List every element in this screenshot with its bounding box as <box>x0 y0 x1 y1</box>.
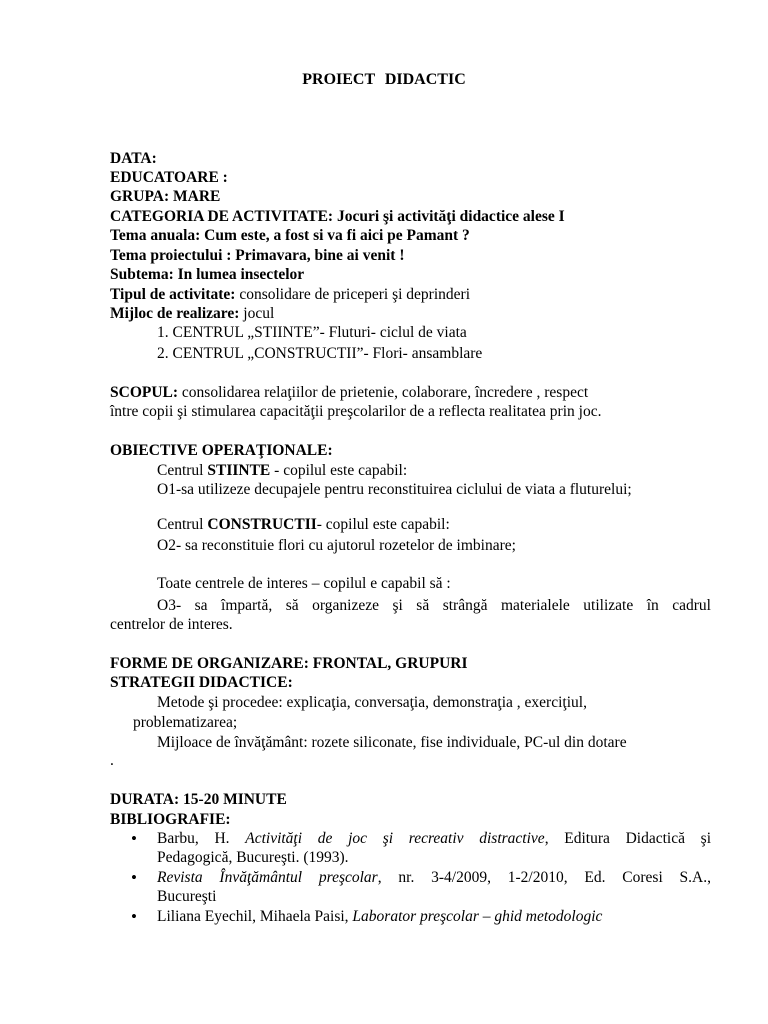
forme-organizare-line: FORME DE ORGANIZARE: FRONTAL, GRUPURI <box>110 655 468 672</box>
centru-stiinte-prefix: Centrul <box>157 462 208 479</box>
scop-text-1: consolidarea relaţiilor de prietenie, colaborare, încredere , respect <box>178 384 589 401</box>
centru-constructii-name: CONSTRUCTII <box>207 516 317 533</box>
bullet-icon: • <box>131 868 137 887</box>
subtema-line: Subtema: In lumea insectelor <box>110 266 305 283</box>
educatoare-label: EDUCATOARE : <box>110 169 228 186</box>
grupa-line: GRUPA: MARE <box>110 188 221 205</box>
bibliografie-heading: BIBLIOGRAFIE: <box>110 811 231 828</box>
mijloc-label: Mijloc de realizare: <box>110 305 240 322</box>
tipul-line <box>110 285 470 304</box>
mijloc-line <box>110 304 274 323</box>
strategii-heading: STRATEGII DIDACTICE: <box>110 674 293 691</box>
toate-centrele-line: Toate centrele de interes – copilul e capabil să : <box>157 575 451 592</box>
centru-item-2: 2. CENTRUL „CONSTRUCTII”- Flori- ansamblare <box>157 345 483 362</box>
bullet-icon: • <box>131 907 137 926</box>
stray-dot: . <box>110 752 114 769</box>
bib-item-1-line-2: Pedagogică, Bucureşti. (1993). <box>157 849 349 866</box>
bib-item-2-line-1 <box>157 868 711 887</box>
bib-item-2-title: Revista Învăţământul preşcolar <box>157 869 378 886</box>
mijloace-line: Mijloace de învăţământ: rozete siliconate, fise individuale, PC-ul din dotare <box>157 734 627 751</box>
centru-stiinte-line <box>157 461 407 480</box>
bib-item-1-title: Activităţi de joc şi recreativ distractive <box>245 830 545 847</box>
bib-item-1-publisher: , Editura Didactică şi <box>544 830 712 847</box>
obiective-heading: OBIECTIVE OPERAŢIONALE: <box>110 442 333 459</box>
mijloc-value: jocul <box>239 305 275 322</box>
scop-line-2: între copii şi stimularea capacităţii preşcolarilor de a reflecta realitatea prin joc. <box>110 403 602 420</box>
centru-constructii-suffix: - copilul este capabil: <box>316 516 450 533</box>
objective-o1: O1-sa utilizeze decupajele pentru reconstituirea ciclului de viata a fluturelui; <box>157 481 632 498</box>
bib-item-3-line-1 <box>157 907 602 926</box>
bib-item-3-authors: Liliana Eyechil, Mihaela Paisi, <box>157 908 353 925</box>
document-title: PROIECT DIDACTIC <box>302 71 466 88</box>
metode-line-1: Metode şi procedee: explicaţia, conversaţia, demonstraţia , exerciţiul, <box>157 694 587 711</box>
bib-item-1-author: Barbu, H. <box>157 830 246 847</box>
tema-anuala-line: Tema anuala: Cum este, a fost si va fi aici pe Pamant ? <box>110 227 470 244</box>
categoria-label: CATEGORIA DE ACTIVITATE: <box>110 208 334 225</box>
centru-constructii-prefix: Centrul <box>157 516 208 533</box>
categoria-value: Jocuri şi activităţi didactice alese I <box>333 208 565 225</box>
bib-item-2-line-2: Bucureşti <box>157 888 217 905</box>
centru-stiinte-name: STIINTE <box>207 462 271 479</box>
bib-item-3-title: Laborator preşcolar – ghid metodologic <box>352 908 603 925</box>
bullet-icon: • <box>131 829 137 848</box>
data-label: DATA: <box>110 150 157 167</box>
objective-o3-line-2: centrelor de interes. <box>110 616 233 633</box>
centru-constructii-line <box>157 515 450 534</box>
tipul-label: Tipul de activitate: <box>110 286 236 303</box>
scop-label: SCOPUL: <box>110 384 179 401</box>
metode-line-2: problematizarea; <box>133 714 238 731</box>
scop-line-1 <box>110 383 588 402</box>
categoria-line <box>110 207 565 226</box>
objective-o2: O2- sa reconstituie flori cu ajutorul rozetelor de imbinare; <box>157 537 516 554</box>
durata-line: DURATA: 15-20 MINUTE <box>110 791 287 808</box>
objective-o3-line-1: O3- sa împartă, să organizeze şi să strângă materialele utilizate în cadrul <box>157 597 711 614</box>
tipul-value: consolidare de priceperi şi deprinderi <box>235 286 470 303</box>
bib-item-2-details: , nr. 3-4/2009, 1-2/2010, Ed. Coresi S.A., <box>377 869 711 886</box>
bib-item-1-line-1 <box>157 829 711 848</box>
tema-proiect-line: Tema proiectului : Primavara, bine ai venit ! <box>110 247 405 264</box>
centru-item-1: 1. CENTRUL „STIINTE”- Fluturi- ciclul de viata <box>157 324 467 341</box>
centru-stiinte-suffix: - copilul este capabil: <box>270 462 408 479</box>
